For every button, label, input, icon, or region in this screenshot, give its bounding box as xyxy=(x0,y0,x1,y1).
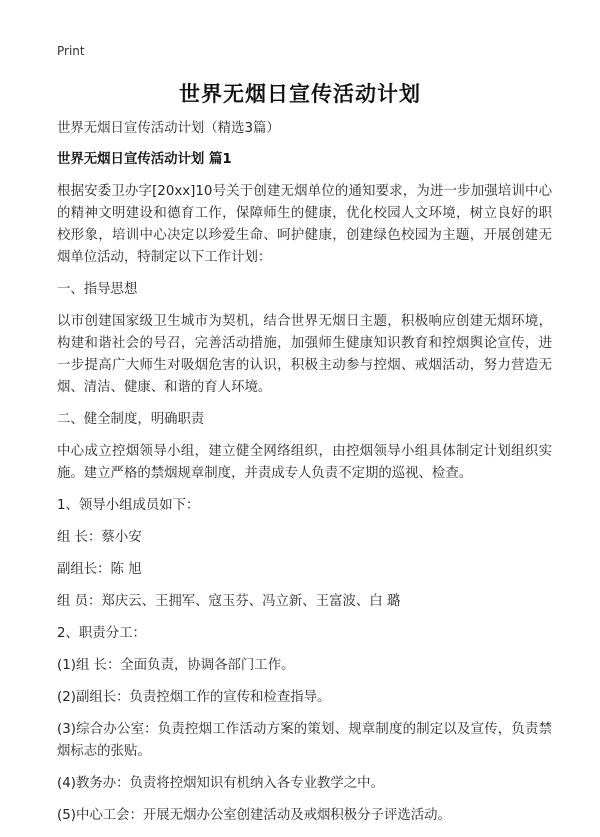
member-list: 组 员：郑庆云、王拥军、寇玉芬、冯立新、王富波、白 璐 xyxy=(57,594,401,609)
member-leader: 组 长：蔡小安 xyxy=(57,530,142,545)
section-heading: 世界无烟日宣传活动计划 篇1 xyxy=(57,152,232,167)
document-body xyxy=(57,118,552,837)
paragraph-subtitle: 世界无烟日宣传活动计划（精选3篇） xyxy=(57,121,280,136)
duty-deputy-leader: (2)副组长：负责控烟工作的宣传和检查指导。 xyxy=(57,690,331,705)
heading-system-responsibility: 二、健全制度，明确职责 xyxy=(57,412,205,427)
print-link[interactable]: Print xyxy=(57,44,85,58)
duty-leader: (1)组 长：全面负责，协调各部门工作。 xyxy=(57,658,295,673)
paragraph-system-responsibility: 中心成立控烟领导小组，建立健全网络组织，由控烟领导小组具体制定计划组织实施。建立严格的禁烟规章制度，并责成专人负责不定期的巡视、检查。 xyxy=(57,444,552,481)
duty-general-office: (3)综合办公室：负责控烟工作活动方案的策划、规章制度的制定以及宣传，负责禁烟标志的张贴。 xyxy=(57,722,552,759)
duty-union: (5)中心工会：开展无烟办公室创建活动及戒烟积极分子评选活动。 xyxy=(57,808,451,823)
heading-group-members: 1、领导小组成员如下： xyxy=(57,498,200,513)
heading-duties: 2、职责分工： xyxy=(57,626,146,641)
duty-academic-office: (4)教务办：负责将控烟知识有机纳入各专业教学之中。 xyxy=(57,776,384,791)
paragraph-guiding-ideology: 以市创建国家级卫生城市为契机，结合世界无烟日主题，积极响应创建无烟环境，构建和谐社会的号召，完善活动措施，加强师生健康知识教育和控烟舆论宣传，进一步提高广大师生对吸烟危害的认识，积极主动参与控烟、戒烟活动，努力营造无烟、清洁、健康、和谐的育人环境。 xyxy=(57,314,552,395)
document-title: 世界无烟日宣传活动计划 xyxy=(179,82,421,106)
heading-guiding-ideology: 一、指导思想 xyxy=(57,282,138,297)
paragraph-intro: 根据安委卫办字[20xx]10号关于创建无烟单位的通知要求，为进一步加强培训中心的精神文明建设和德育工作，保障师生的健康，优化校园人文环境，树立良好的职校形象，培训中心决定以珍爱生命、呵护健康，创建绿色校园为主题，开展创建无烟单位活动，特制定以下工作计划： xyxy=(57,184,552,265)
member-deputy-leader: 副组长：陈 旭 xyxy=(57,562,142,577)
